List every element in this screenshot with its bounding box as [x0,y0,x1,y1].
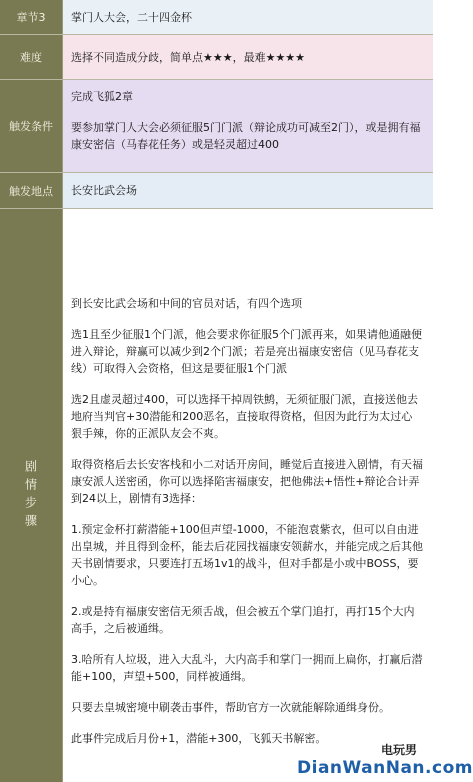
row-difficulty [0,35,433,80]
label-location: 触发地点 [0,173,63,208]
plot-paragraph: 选1且至少征服1个门派，他会要求你征服5个门派再来，如果请他通融便进入辩论，辩赢可以减少到2个门派；若是亮出福康安密信（见马春花支线）可取得入会资格，但这是要征服1个门派 [71,328,422,375]
plot-paragraph: 2.或是持有福康安密信无须舌战，但会被五个掌门追打，再打15个大内高手，之后被通缉。 [71,605,415,635]
watermark-domain: DianWanNan.com [297,758,473,778]
row-location [0,173,433,209]
plot-paragraph: 选2且虚灵超过400，可以选择干掉周铁鹪，无须征服门派，直接送他去地府当判官+30潜能和200恶名，直接取得资格，但因为此行为太过心狠手辣，你的正派队友会不爽。 [71,393,418,440]
row-chapter [0,0,433,35]
location-text: 长安比武会场 [71,184,137,197]
trigger-line-1: 完成飞狐2章 [71,90,133,103]
content-chapter [63,0,433,34]
watermark-chinese: 电玩男 [380,743,417,757]
plot-paragraph: 取得资格后去长安客栈和小二对话开房间，睡觉后直接进入剧情，有天福康安派人送密函，你可以选择陷害福康安，把他佛法+悟性+辩论合计弄到24以上，剧情有3选择： [71,458,423,505]
content-plot [63,209,473,782]
plot-paragraph: 1.预定金杯打薪潜能+100但声望-1000，不能泡袁紫衣，但可以自由进出皇城，并且得到金杯，能去后花园找福康安领薪水，并能完成之后其他天书剧情要求，只要连打五场1v1的战斗，但对手都是小或中BOSS，要小心。 [71,523,423,587]
label-chapter: 章节3 [0,0,63,34]
plot-paragraph: 到长安比武会场和中间的官员对话，有四个选项 [71,297,302,310]
row-plot [0,209,473,782]
plot-paragraph: 此事件完成后月份+1，潜能+300，飞狐天书解密。 [71,732,327,745]
plot-paragraph: 只要去皇城密境中刷袭击事件，帮助官方一次就能解除通缉身份。 [71,701,390,714]
content-location [63,173,433,208]
plot-paragraph: 3.哈所有人垃圾，进入大乱斗，大内高手和掌门一拥而上扁你，打赢后潜能+100，声望+500，同样被通缉。 [71,653,423,683]
content-difficulty [63,35,433,79]
label-trigger: 触发条件 [0,80,63,172]
difficulty-text: 选择不同造成分歧，简单点★★★，最难★★★★ [71,50,306,64]
content-trigger [63,80,433,172]
site-watermark [297,741,473,778]
row-trigger [0,80,433,173]
label-difficulty: 难度 [0,35,63,79]
chapter-text: 掌门人大会，二十四金杯 [71,10,192,24]
label-plot: 剧情步骤 [0,209,63,782]
trigger-line-2: 要参加掌门人大会必须征服5门门派（辩论成功可减至2门），或是拥有福康安密信（马春花任务）或是轻灵超过400 [71,121,421,151]
